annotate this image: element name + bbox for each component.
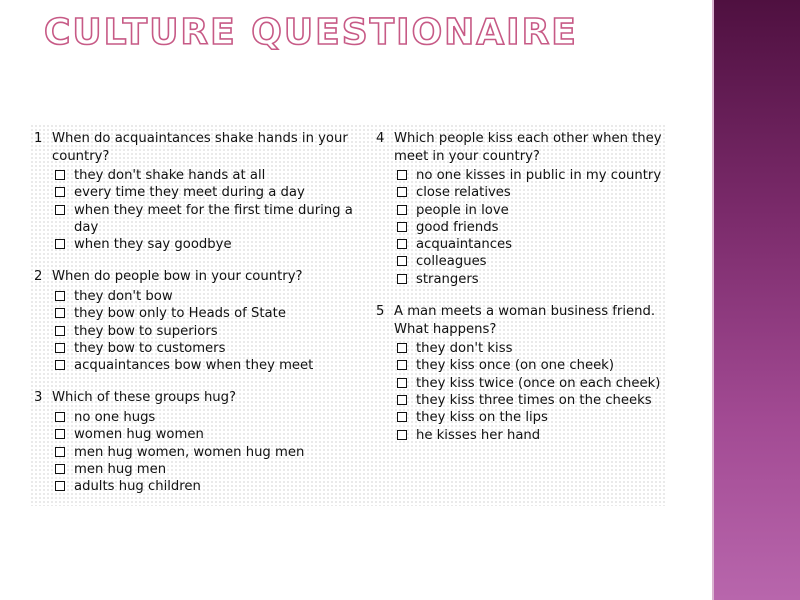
answer-option-label: they bow to superiors (74, 323, 218, 339)
checkbox-icon[interactable] (397, 412, 407, 422)
checkbox-icon[interactable] (397, 395, 407, 405)
checkbox-icon[interactable] (397, 343, 407, 353)
question-2 (34, 268, 354, 374)
answer-option[interactable] (52, 202, 354, 237)
answer-option-label: acquaintances bow when they meet (74, 358, 314, 374)
checkbox-icon[interactable] (55, 343, 65, 353)
question-text: A man meets a woman business friend. What happens? (394, 304, 656, 337)
answer-options (34, 409, 354, 495)
answer-option[interactable] (394, 427, 666, 444)
checkbox-icon[interactable] (55, 447, 65, 457)
answer-option-label: men hug women, women hug men (74, 444, 305, 460)
answer-option-label: people in love (416, 202, 509, 218)
answer-option-label: they kiss three times on the cheeks (416, 392, 652, 408)
question-header (376, 130, 666, 165)
answer-option-label: they don't bow (74, 288, 173, 304)
checkbox-icon[interactable] (397, 222, 407, 232)
answer-options (34, 288, 354, 374)
answer-option[interactable] (52, 357, 354, 374)
answer-option-label: colleagues (416, 254, 487, 270)
questionnaire-worksheet (30, 124, 666, 506)
answer-option-label: strangers (416, 271, 479, 287)
question-number: 4 (376, 131, 385, 146)
answer-option[interactable] (394, 271, 666, 288)
questions-right-column (376, 130, 666, 459)
question-header (34, 389, 354, 407)
answer-option[interactable] (394, 202, 666, 219)
checkbox-icon[interactable] (397, 187, 407, 197)
checkbox-icon[interactable] (55, 291, 65, 301)
answer-option[interactable] (52, 426, 354, 443)
checkbox-icon[interactable] (397, 430, 407, 440)
answer-options (376, 167, 666, 288)
answer-option-label: they don't kiss (416, 341, 513, 357)
slide-title: CULTURE QUESTIONAIRE (44, 12, 578, 53)
answer-option-label: when they meet for the first time during a day (74, 202, 353, 235)
answer-option-label: no one kisses in public in my country (416, 168, 662, 183)
answer-option-label: they bow only to Heads of State (74, 306, 286, 322)
answer-option[interactable] (394, 392, 666, 409)
answer-option[interactable] (52, 167, 354, 184)
decorative-sidebar (712, 0, 800, 600)
answer-option-label: they don't shake hands at all (74, 168, 266, 183)
checkbox-icon[interactable] (397, 170, 407, 180)
answer-option[interactable] (52, 340, 354, 357)
checkbox-icon[interactable] (397, 360, 407, 370)
answer-option[interactable] (52, 444, 354, 461)
checkbox-icon[interactable] (55, 308, 65, 318)
answer-option[interactable] (394, 236, 666, 253)
answer-option[interactable] (394, 409, 666, 426)
answer-option-label: they kiss on the lips (416, 410, 548, 426)
answer-option-label: they bow to customers (74, 340, 226, 356)
question-text: Which people kiss each other when they meet in your country? (394, 131, 662, 164)
checkbox-icon[interactable] (397, 378, 407, 388)
answer-option-label: they kiss once (on one cheek) (416, 358, 614, 374)
answer-option[interactable] (52, 323, 354, 340)
checkbox-icon[interactable] (55, 187, 65, 197)
question-number: 2 (34, 269, 43, 285)
sidebar-edge (712, 0, 714, 600)
answer-option-label: every time they meet during a day (74, 185, 305, 201)
checkbox-icon[interactable] (55, 239, 65, 249)
answer-option[interactable] (394, 219, 666, 236)
question-text: Which of these groups hug? (52, 390, 237, 406)
checkbox-icon[interactable] (397, 274, 407, 284)
answer-option-label: when they say goodbye (74, 237, 232, 253)
answer-option[interactable] (52, 288, 354, 305)
answer-option[interactable] (394, 167, 666, 184)
answer-option-label: acquaintances (416, 237, 513, 253)
checkbox-icon[interactable] (55, 429, 65, 439)
checkbox-icon[interactable] (55, 205, 65, 215)
checkbox-icon[interactable] (55, 481, 65, 491)
checkbox-icon[interactable] (55, 170, 65, 180)
question-header (34, 268, 354, 286)
answer-option[interactable] (52, 184, 354, 201)
question-header (34, 130, 354, 165)
checkbox-icon[interactable] (55, 360, 65, 370)
answer-option-label: adults hug children (74, 479, 201, 495)
question-text: When do people bow in your country? (52, 269, 303, 285)
answer-options (34, 167, 354, 253)
question-1 (34, 130, 354, 253)
answer-option[interactable] (52, 409, 354, 426)
answer-option[interactable] (394, 357, 666, 374)
checkbox-icon[interactable] (55, 464, 65, 474)
answer-option-label: women hug women (74, 427, 204, 443)
answer-option-label: no one hugs (74, 409, 156, 425)
checkbox-icon[interactable] (55, 412, 65, 422)
question-4 (376, 130, 666, 288)
answer-option[interactable] (52, 236, 354, 253)
answer-option[interactable] (394, 253, 666, 270)
answer-option[interactable] (52, 461, 354, 478)
question-number: 5 (376, 304, 385, 320)
answer-option-label: he kisses her hand (416, 427, 541, 443)
question-text: When do acquaintances shake hands in your country? (52, 131, 348, 164)
checkbox-icon[interactable] (397, 239, 407, 249)
question-number: 3 (34, 390, 43, 406)
questions-left-column (34, 130, 354, 510)
question-number: 1 (34, 131, 43, 146)
answer-option[interactable] (394, 184, 666, 201)
checkbox-icon[interactable] (397, 205, 407, 215)
checkbox-icon[interactable] (55, 326, 65, 336)
answer-option[interactable] (394, 375, 666, 392)
checkbox-icon[interactable] (397, 256, 407, 266)
answer-options (376, 340, 666, 444)
answer-option-label: good friends (416, 219, 499, 235)
question-header (376, 303, 666, 338)
answer-option-label: they kiss twice (once on each cheek) (416, 375, 661, 391)
answer-option[interactable] (394, 340, 666, 357)
answer-option-label: men hug men (74, 461, 167, 477)
answer-option[interactable] (52, 305, 354, 322)
question-3 (34, 389, 354, 495)
answer-option-label: close relatives (416, 185, 511, 201)
question-5 (376, 303, 666, 444)
answer-option[interactable] (52, 478, 354, 495)
